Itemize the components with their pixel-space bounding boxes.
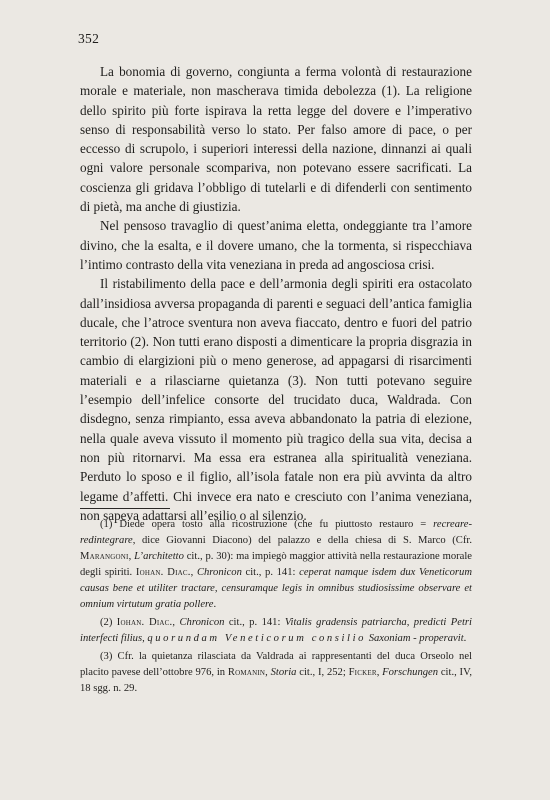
footnote-2 [80,615,472,647]
footnote-3-text: cit., IV, 18 sgg. n. 29. [80,667,472,694]
footnote-3 [80,649,472,697]
footnote-1-quote: ceperat namque isdem dux Veneticorum causas bene et utiliter tractare, censuramque legis in omnibus studiosissime observare et omnium virtutum gratia pollere [80,567,472,610]
footnote-2-author: Iohan. Diac. [116,617,173,628]
footnote-2-quote: Saxoniam - properavit [368,633,464,644]
footnote-2-text: cit., p. 141: [224,617,285,628]
footnote-1-text: . [213,599,217,610]
footnote-2-text: , [172,617,180,628]
footnote-1-work: L’architetto [134,551,184,562]
footnote-3-work: Storia [270,667,297,678]
paragraph-1: La bonomia di governo, congiunta a ferma volontà di restaurazione morale e materiale, non mascherava timida debolezza (1). La religione dello spirito più forte ispirava la retta legge del dovere e l’imperativo senso di responsabilità verso lo stato. Per falso amore di pace, o per eccesso di scrupolo, i superiori interessi della nazione, dinnanzi ai quali ogni valore personale scompariva, non potevano essere sacrificati. La coscienza gli gridava l’obbligo di tutelarli e di difenderli con sentimento di pietà, ma anche di giustizia. [80,64,472,215]
footnote-1-author: Iohan. Diac. [135,567,191,578]
footnotes [80,517,472,699]
footnote-1-work: Chronicon [196,567,242,578]
footnote-1-text: , [128,551,135,562]
footnote-divider [80,508,170,509]
paragraph-2: Nel pensoso travaglio di quest’anima eletta, ondeggiante tra l’amore divino, che la esalta, e il dovere umano, che la tormenta, si rispecchiava l’intimo contrasto della vita veneziana in preda ad angosciosa crisi. [80,218,472,272]
page-number: 352 [78,31,100,46]
footnote-1-text: cit., p. 141: [241,567,300,578]
footnote-1-author: Marangoni [80,551,129,562]
footnote-1-text: , [190,567,197,578]
footnote-1-text: (1) Diede opera tosto alla ricostruzione (che fu piuttosto restauro = [100,519,434,530]
footnote-1-text: , dice Giovanni Diacono) del palazzo e della chiesa di S. Marco (Cfr. [132,535,472,546]
footnote-2-quote: Vitalis gradensis patriarcha, predicti Petri interfecti filius, [80,617,472,644]
footnote-2-work: Chronicon [179,617,225,628]
footnote-3-text: (3) Cfr. la quietanza rilasciata da Valdrada ai rappresentanti del duca Orseolo nel placito pavese dell’ottobre 976, in [80,651,472,678]
footnote-3-text: , [376,667,383,678]
main-text [80,62,472,525]
footnote-3-author: Ficker [348,667,377,678]
footnote-3-text: cit., I, 252; [296,667,349,678]
footnote-1-italic: recreare-redintegrare [80,519,472,546]
footnote-3-author: Romanin [227,667,266,678]
footnote-2-spaced-quote: quorundam Veneticorum consilio [147,633,367,644]
paragraph-3: Il ristabilimento della pace e dell’armonia degli spiriti era ostacolato dall’insidiosa avversa propaganda di parenti e seguaci dell’antica famiglia ducale, che l’atroce sventura non aveva fiaccato, dentro e fuori del patrio territorio (2). Non tutti erano disposti a dimenticare la propria disgrazia in cambio di elargizioni più o meno generose, ad appagarsi di risarcimenti materiali e a rilasciarne quietanza (3). Non tutti potevano seguire l’esempio dell’infelice consorte del trucidato duca, Waldrada. Con disdegno, senza rimpianto, essa aveva abbandonato la patria di elezione, nella quale aveva vissuto il momento più tragico della sua vita, decisa a non più ritornarvi. Ma essa era estranea alla spiritualità veneziana. Perduto lo sposo e il figlio, all’isola fatale non era più avvinta da altro legame d’affetti. Chi invece era nato e cresciuto con l’anima veneziana, non sapeva adattarsi all’esilio o al silenzio. [80,276,472,523]
footnote-1 [80,517,472,613]
footnote-1-text: cit., p. 30): ma impiegò maggior attività nella restaurazione morale degli spiriti. [80,551,473,578]
footnote-3-work: Forschungen [382,667,439,678]
footnote-2-text: . [463,633,467,644]
footnote-2-text: (2) [100,617,117,628]
footnote-3-text: , [265,667,271,678]
